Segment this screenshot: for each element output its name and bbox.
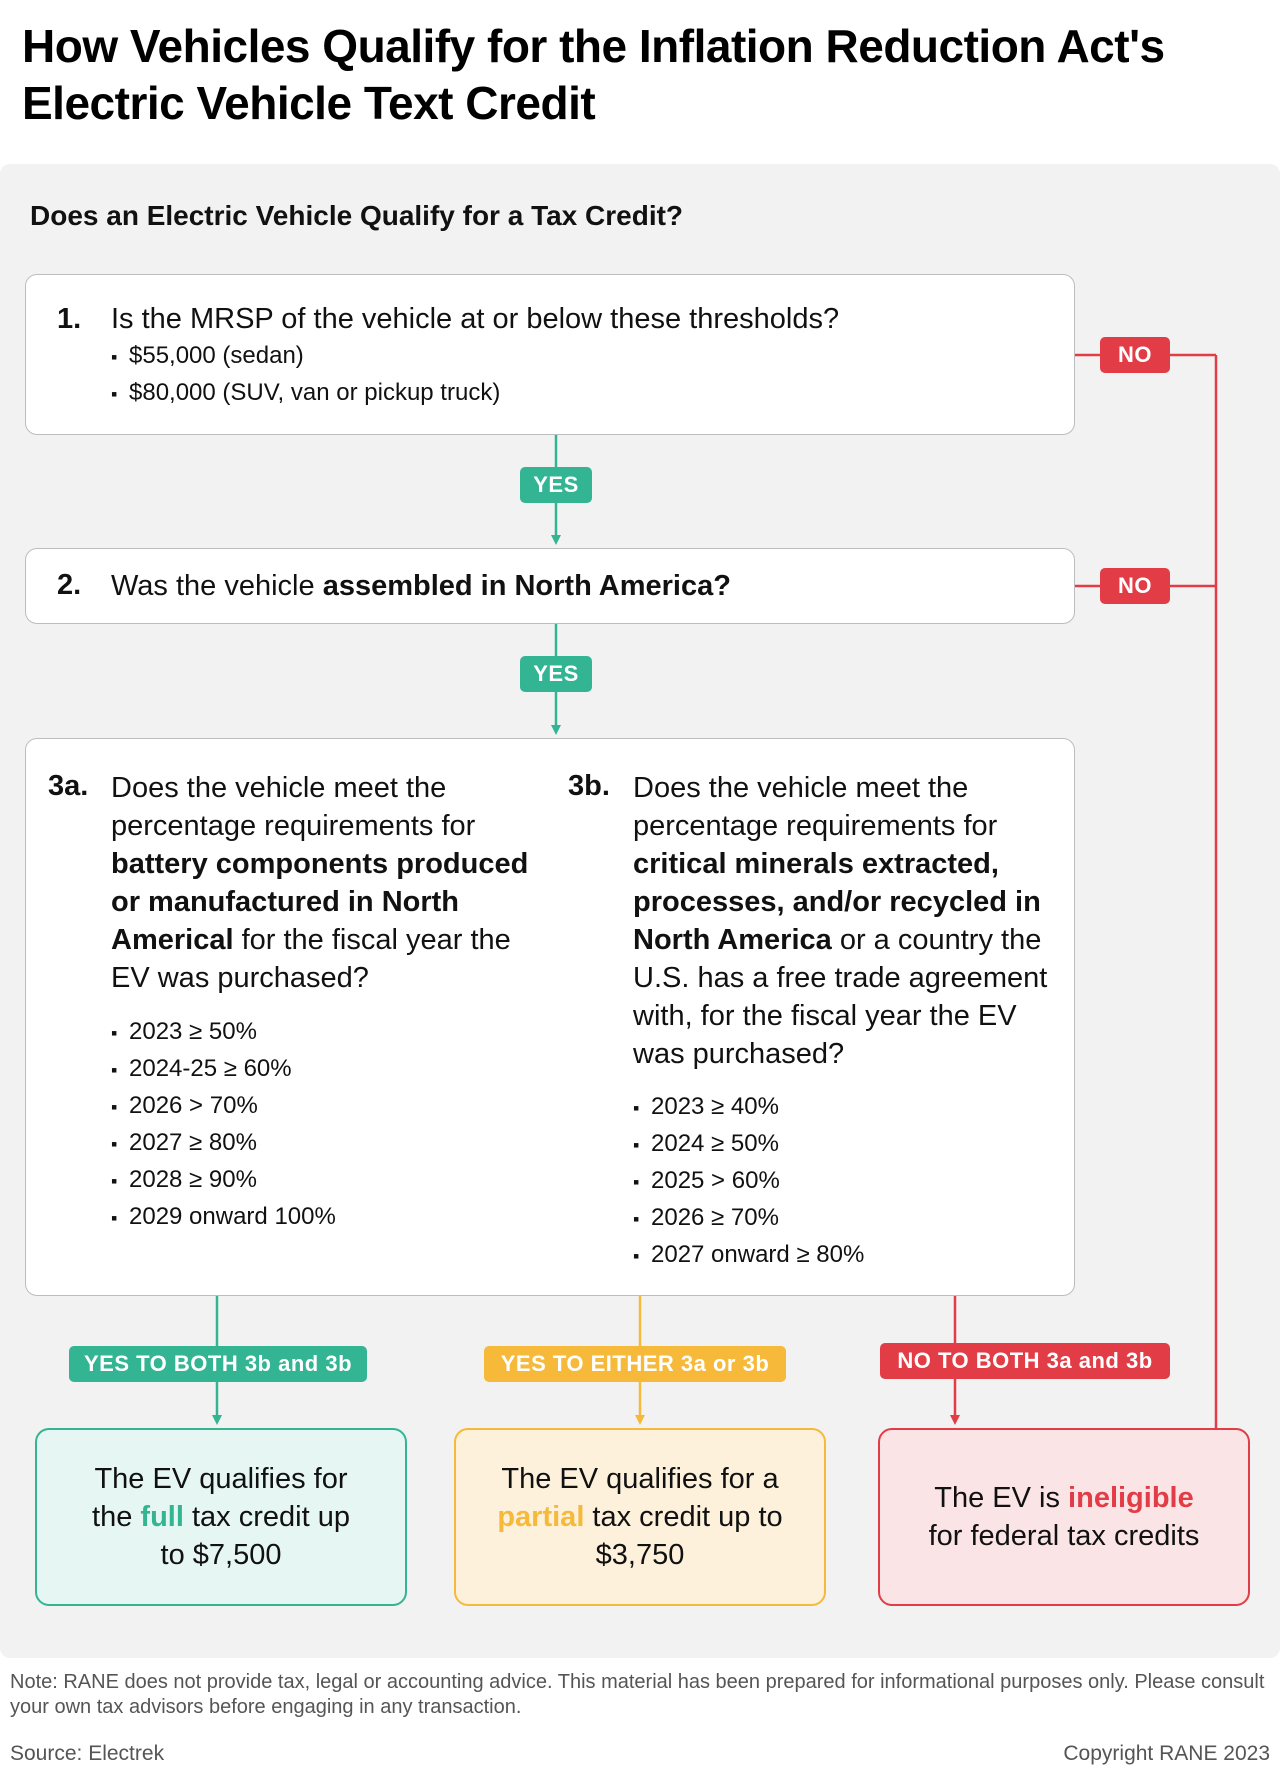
step3a-number: 3a. [48, 770, 89, 802]
list-item: ▪ 2024-25 ≥ 60% [111, 1051, 336, 1088]
copyright: Copyright RANE 2023 [1063, 1742, 1270, 1765]
disclaimer-note: Note: RANE does not provide tax, legal or accounting advice. This material has been prepared for informational purposes only. Please consult your own tax advisors before engaging in any transaction. [10, 1671, 1265, 1718]
flowchart-subtitle: Does an Electric Vehicle Qualify for a Tax Credit? [30, 200, 684, 231]
list-item: ▪ 2029 onward 100% [111, 1199, 336, 1236]
step1-bullets [111, 338, 500, 412]
list-item: ▪ $80,000 (SUV, van or pickup truck) [111, 375, 500, 412]
step3b-question: Does the vehicle meet the percentage requirements for critical minerals extracted, processes, and/or recycled in North America or a country the U.S. has a free trade agreement with, for the fiscal year the EV was purchased? [633, 772, 1048, 1070]
list-item: ▪ 2025 > 60% [633, 1163, 864, 1200]
step3a-question: Does the vehicle meet the percentage requirements for battery components produced or manufactured in North Americal for the fiscal year the EV was purchased? [111, 772, 529, 994]
yes-both-badge: YES TO BOTH 3b and 3b [69, 1346, 367, 1382]
list-item: ▪ 2023 ≥ 40% [633, 1089, 864, 1126]
result-ineligible: The EV is ineligible for federal tax credits [878, 1428, 1250, 1606]
step2-question: Was the vehicle assembled in North America? [111, 570, 731, 602]
no-both-badge: NO TO BOTH 3a and 3b [880, 1343, 1170, 1379]
list-item: ▪ 2024 ≥ 50% [633, 1126, 864, 1163]
step1-number: 1. [57, 303, 82, 335]
list-item: ▪ 2023 ≥ 50% [111, 1014, 336, 1051]
list-item: ▪ 2026 > 70% [111, 1088, 336, 1125]
no-badge-step2: NO [1100, 568, 1170, 604]
step3a-bullets [111, 1014, 336, 1236]
step3b-bullets [633, 1089, 864, 1274]
page-title: How Vehicles Qualify for the Inflation Reduction Act's Electric Vehicle Text Credit [22, 20, 1165, 129]
step1-question: Is the MRSP of the vehicle at or below these thresholds? [111, 303, 840, 335]
list-item: ▪ 2027 ≥ 80% [111, 1125, 336, 1162]
list-item: ▪ 2026 ≥ 70% [633, 1200, 864, 1237]
list-item: ▪ 2028 ≥ 90% [111, 1162, 336, 1199]
step2-number: 2. [57, 569, 82, 601]
step3b-number: 3b. [568, 770, 610, 802]
yes-badge-step1: YES [520, 467, 592, 503]
result-full-credit: The EV qualifies for the full tax credit up to $7,500 [35, 1428, 407, 1606]
result-partial-credit: The EV qualifies for a partial tax credit up to $3,750 [454, 1428, 826, 1606]
yes-either-badge: YES TO EITHER 3a or 3b [484, 1346, 786, 1382]
source-credit: Source: Electrek [10, 1742, 165, 1765]
list-item: ▪ $55,000 (sedan) [111, 338, 500, 375]
no-badge-step1: NO [1100, 337, 1170, 373]
yes-badge-step2: YES [520, 656, 592, 692]
list-item: ▪ 2027 onward ≥ 80% [633, 1237, 864, 1274]
